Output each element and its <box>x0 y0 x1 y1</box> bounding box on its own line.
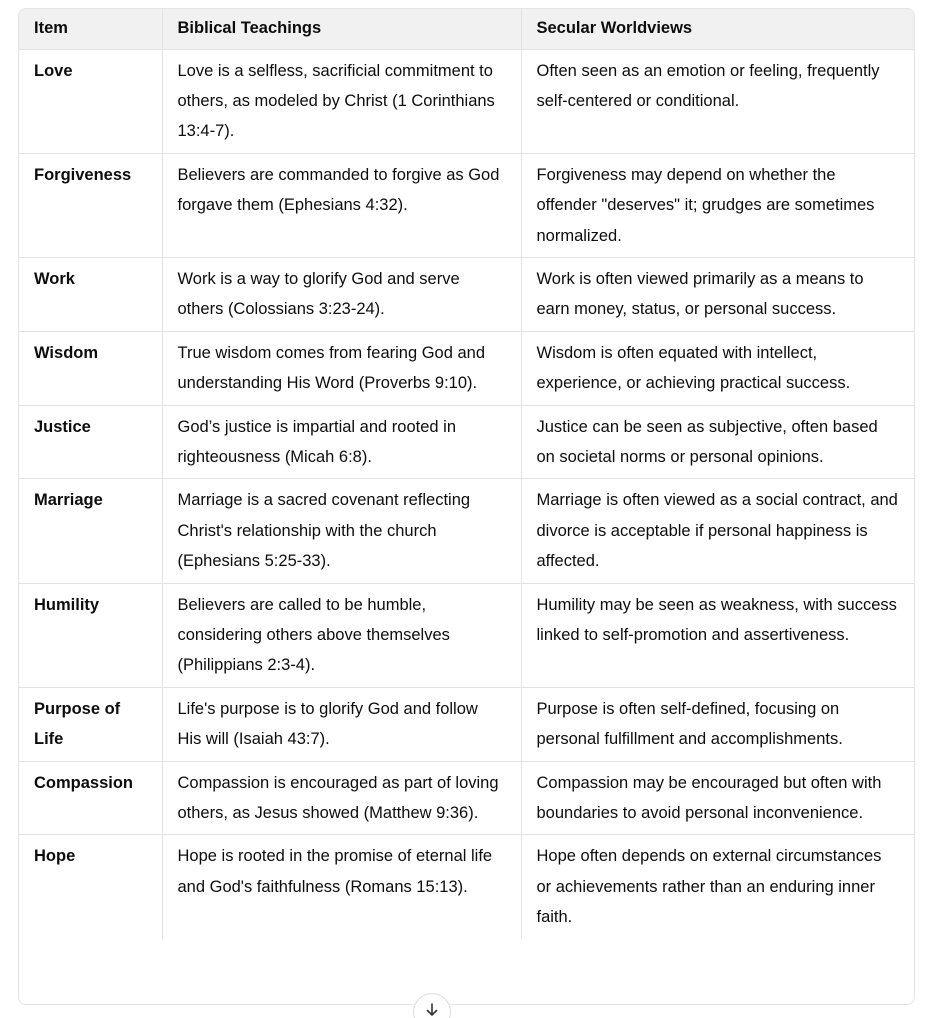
table-row <box>19 479 914 583</box>
row-item: Hope <box>34 847 76 866</box>
row-item: Wisdom <box>19 331 162 405</box>
table-row <box>19 835 914 939</box>
arrow-down-icon <box>424 1002 440 1018</box>
table-row <box>19 153 914 257</box>
row-biblical: Believers are commanded to forgive as God forgave them (Ephesians 4:32). <box>162 153 521 257</box>
row-item: Humility <box>19 583 162 687</box>
row-item: Love <box>19 49 162 153</box>
table-row <box>19 761 914 835</box>
row-secular: Hope often depends on external circumstances or achievements rather than an enduring inner faith. <box>521 835 914 939</box>
row-biblical: Work is a way to glorify God and serve others (Colossians 3:23-24). <box>162 257 521 331</box>
row-biblical: Life's purpose is to glorify God and follow His will (Isaiah 43:7). <box>162 687 521 761</box>
table-header-row <box>19 9 914 49</box>
table-row <box>19 331 914 405</box>
row-item: Forgiveness <box>19 153 162 257</box>
header-biblical-teachings: Biblical Teachings <box>162 9 521 49</box>
row-secular: Wisdom is often equated with intellect, experience, or achieving practical success. <box>521 331 914 405</box>
table-row <box>19 49 914 153</box>
row-secular: Forgiveness may depend on whether the offender "deserves" it; grudges are sometimes normalized. <box>521 153 914 257</box>
row-biblical: Compassion is encouraged as part of loving others, as Jesus showed (Matthew 9:36). <box>162 761 521 835</box>
row-biblical: True wisdom comes from fearing God and understanding His Word (Proverbs 9:10). <box>162 331 521 405</box>
row-item: Work <box>19 257 162 331</box>
row-biblical: Love is a selfless, sacrificial commitment to others, as modeled by Christ (1 Corinthians 13:4-7). <box>162 49 521 153</box>
header-item: Item <box>19 9 162 49</box>
row-biblical: Marriage is a sacred covenant reflecting Christ's relationship with the church (Ephesians 5:25-33). <box>162 479 521 583</box>
row-secular: Work is often viewed primarily as a means to earn money, status, or personal success. <box>521 257 914 331</box>
table-row <box>19 583 914 687</box>
row-secular: Compassion may be encouraged but often with boundaries to avoid personal inconvenience. <box>521 761 914 835</box>
comparison-table-container <box>18 8 915 1005</box>
row-secular: Marriage is often viewed as a social contract, and divorce is acceptable if personal happiness is affected. <box>521 479 914 583</box>
row-secular: Often seen as an emotion or feeling, frequently self-centered or conditional. <box>521 49 914 153</box>
table-row <box>19 405 914 479</box>
row-item: Compassion <box>19 761 162 835</box>
row-biblical: God’s justice is impartial and rooted in righteousness (Micah 6:8). <box>162 405 521 479</box>
row-secular: Purpose is often self-defined, focusing on personal fulfillment and accomplishments. <box>521 687 914 761</box>
header-secular-worldviews: Secular Worldviews <box>521 9 914 49</box>
table-row <box>19 257 914 331</box>
row-secular: Justice can be seen as subjective, often based on societal norms or personal opinions. <box>521 405 914 479</box>
row-secular: Humility may be seen as weakness, with success linked to self-promotion and assertiveness. <box>521 583 914 687</box>
row-item: Marriage <box>19 479 162 583</box>
row-biblical: Believers are called to be humble, considering others above themselves (Philippians 2:3-4). <box>162 583 521 687</box>
row-item: Purpose of Life <box>19 687 162 761</box>
row-biblical: Hope is rooted in the promise of eternal life and God's faithfulness (Romans 15:13). <box>162 835 521 939</box>
row-item: Justice <box>19 405 162 479</box>
table-row <box>19 687 914 761</box>
comparison-table <box>19 9 914 939</box>
